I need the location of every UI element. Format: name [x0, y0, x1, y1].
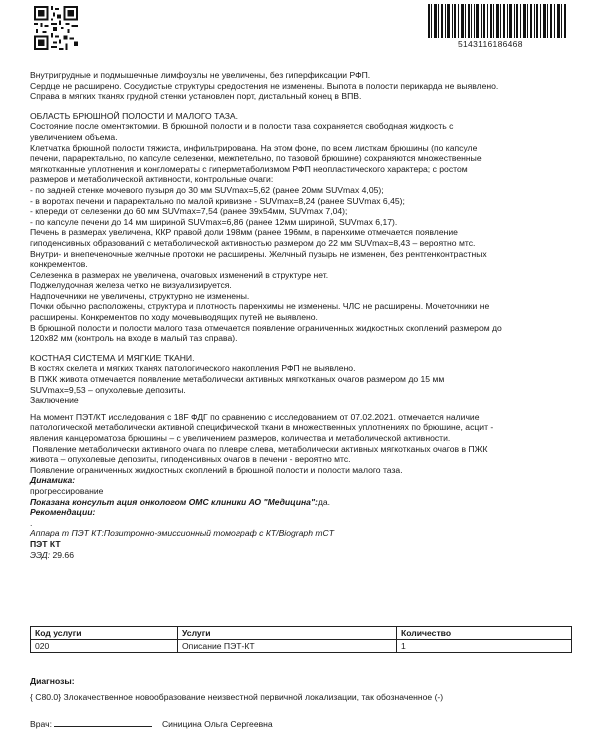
abdomen-line: 120х82 мм (контроль на входе в малый таз справа). — [30, 333, 238, 344]
equipment-label: Аппара т ПЭТ КТ: — [30, 528, 104, 539]
abdomen-line: Состояние после оментэктомии. В брюшной полости и в полости таза сохраняется свободная жидкость с — [30, 121, 454, 132]
abdomen-line: - по капсуле печени до 14 мм шириной SUVmax=6,86 (ранее 12мм шириной, SUVmax 6,17). — [30, 216, 398, 227]
intro-line: Справа в мягких тканях грудной стенки установлен порт, дистальный конец в ВПВ. — [30, 91, 362, 102]
abdomen-line: гиподенсивных образований с метаболической активностью размером до 22 мм SUVmax=8,43 – вероятно мтс. — [30, 237, 476, 248]
equipment-value: Позитронно-эмиссионный томограф с КТ/Biograph mCT — [103, 528, 334, 539]
intro-line: Сердце не расширено. Сосудистые структуры средостения не изменены. Выпота в полости перикарда не выявлено. — [30, 80, 499, 91]
table-header-row — [31, 627, 572, 640]
signature-line — [54, 717, 152, 727]
col-service-code: Код услуги — [31, 627, 178, 640]
bone-line: В костях скелета и мягких тканях патологического накопления РФП не выявлено. — [30, 363, 356, 374]
qr-code — [34, 6, 78, 50]
col-service: Услуги — [178, 627, 397, 640]
consult-value: да. — [317, 496, 331, 507]
abdomen-line: - в воротах печени и параректально по малой кривизне - SUVmax=8,24 (ранее SUVmax 6,45); — [30, 195, 405, 206]
diagnosis-text: { С80.0} Злокачественное новообразование неизвестной первичной локализации, так обозначенное (-) — [30, 692, 444, 702]
doctor-name: Синицина Ольга Сергеевна — [161, 719, 273, 729]
abdomen-line: увеличением объема. — [30, 131, 118, 142]
abdomen-line: Печень в размерах увеличена, ККР правой доли 198мм (ранее 196мм, в паренхиме отмечается появление — [30, 227, 458, 238]
intro-line: Внутригрудные и подмышечные лимфоузлы не увеличены, без гиперфиксации РФП. — [30, 70, 371, 80]
conclusion-line: Появление ограниченных жидкостных скоплений в брюшной полости и полости малого таза. — [30, 464, 403, 475]
eed-label: ЭЭД: — [30, 549, 51, 560]
col-quantity: Количество — [397, 627, 572, 640]
bone-line: SUVmax=9,53 – опухолевые депозиты. — [30, 384, 186, 395]
conclusion-line: патологической метаболически активной специфической ткани в множественных уплотнениях по брюшине, асцит - — [30, 422, 494, 433]
abdomen-line: расширены. Конкрементов по ходу мочевыводящих путей не выявлено. — [30, 312, 318, 323]
abdomen-heading: ОБЛАСТЬ БРЮШНОЙ ПОЛОСТИ И МАЛОГО ТАЗА. — [30, 110, 239, 121]
pet-ct-label: ПЭТ КТ — [30, 538, 61, 549]
abdomen-line: мягкотканные уплотнения и конгломераты с гиперметаболизмом РФП неопластического характера; с ростом — [30, 163, 468, 174]
doctor-label: Врач: — [30, 719, 52, 729]
abdomen-line: - по задней стенке мочевого пузыря до 30 мм SUVmax=5,62 (ранее 20мм SUVmax 4,05); — [30, 184, 384, 195]
abdomen-line: - кпереди от селезенки до 60 мм SUVmax=7,54 (ранее 39х54мм, SUVmax 7,04); — [30, 206, 348, 217]
consult-label: Показана консульт ация онкологом ОМС клиники АО "Медицина": — [30, 496, 318, 507]
barcode-number: 5143116186468 — [458, 39, 523, 49]
abdomen-line: печени, параректально, по капсуле селезенки, межпетельно, по тазовой брюшине) сохраняются множественные — [30, 153, 482, 164]
service-code-cell: 020 — [31, 640, 178, 653]
conclusion-title: Заключение — [30, 395, 79, 406]
abdomen-line: Селезенка в размерах не увеличена, очаговых изменений в структуре нет. — [30, 269, 329, 280]
abdomen-line: Клетчатка брюшной полости тяжиста, инфильтрирована. На этом фоне, по всем листкам брюшины (по капсуле — [30, 142, 478, 153]
abdomen-line: Внутри- и внепеченочные желчные протоки не расширены. Желчный пузырь не изменен, без рентгенконтрастных — [30, 248, 487, 259]
service-name-cell: Описание ПЭТ-КТ — [178, 640, 397, 653]
conclusion-line: живота – опухолевые депозиты, гиподенсивных очагов в печени - вероятно мтс. — [30, 454, 351, 465]
recommend-label: Рекомендации: — [30, 507, 96, 518]
abdomen-line: конкрементов. — [30, 259, 88, 270]
conclusion-line: На момент ПЭТ/КТ исследования с 18F ФДГ по сравнению с исследованием от 07.02.2021. отмечается наличие — [30, 411, 480, 422]
abdomen-line: В брюшной полости и полости малого таза отмечается появление ограниченных жидкостных скоплений размером до — [30, 322, 502, 333]
quantity-cell: 1 — [397, 640, 572, 653]
bone-line: В ПЖК живота отмечается появление метаболически активных мягкотканых очагов размером до 15 мм — [30, 374, 445, 385]
conclusion-line: явления канцероматоза брюшины – с увеличением размеров, количества и метаболической активности. — [30, 433, 451, 443]
recommend-value: . — [30, 517, 33, 528]
barcode — [428, 4, 568, 38]
abdomen-line: размеров и метаболической активности, контрольные очаги: — [30, 174, 274, 185]
services-table — [30, 626, 572, 653]
bone-heading: КОСТНАЯ СИСТЕМА И МЯГКИЕ ТКАНИ. — [30, 352, 195, 363]
table-row — [31, 640, 572, 653]
report-body — [30, 70, 575, 560]
dynamics-label: Динамика: — [30, 475, 76, 486]
diagnosis-label: Диагнозы: — [30, 676, 75, 686]
dynamics-value: прогрессирование — [30, 485, 104, 496]
abdomen-line: Поджелудочная железа четко не визуализируется. — [30, 280, 232, 291]
diagnosis-block — [30, 676, 575, 703]
signature-block — [30, 717, 273, 729]
abdomen-line: Почки обычно расположены, структура и плотность паренхимы не изменены. ЧЛС не расширены. Мочеточники не — [30, 301, 490, 312]
eed-value: 29.66 — [52, 549, 74, 560]
conclusion-line: Появление метаболически активного очага по плевре слева, метаболически активных мягкотканых очагов в ПЖК — [30, 443, 488, 454]
abdomen-line: Надпочечники не увеличены, структурно не изменены. — [30, 290, 250, 301]
